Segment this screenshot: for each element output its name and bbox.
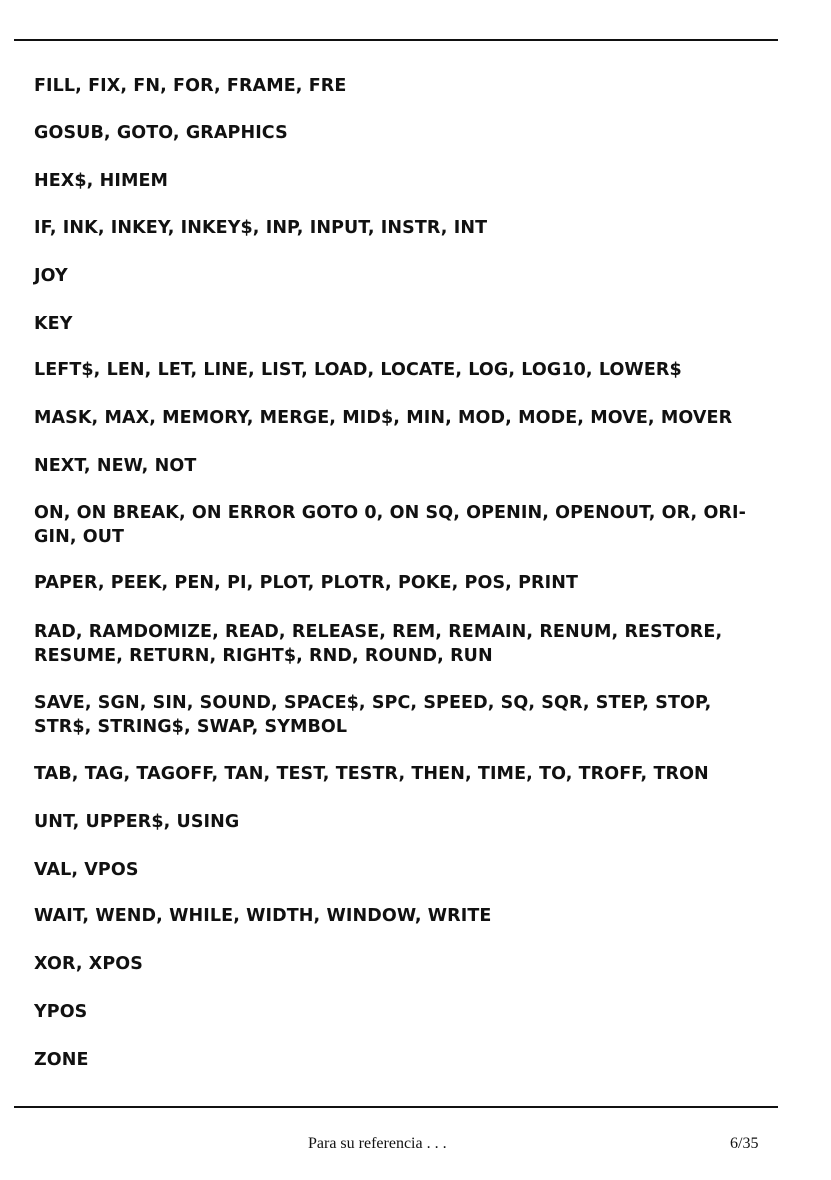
top-rule [14, 39, 778, 41]
keywords-s: SAVE, SGN, SIN, SOUND, SPACE$, SPC, SPEED, SQ, SQR, STEP, STOP, STR$, STRING$, SWAP, SYMBOL [34, 693, 712, 737]
keywords-n: NEXT, NEW, NOT [34, 456, 197, 476]
page-number: 6/35 [730, 1135, 759, 1152]
keywords-j: JOY [34, 266, 68, 286]
keywords-o: ON, ON BREAK, ON ERROR GOTO 0, ON SQ, OPENIN, OPENOUT, OR, ORI- GIN, OUT [34, 503, 746, 547]
bottom-rule [14, 1106, 778, 1108]
keywords-u: UNT, UPPER$, USING [34, 812, 240, 832]
footer-label: Para su referencia . . . [308, 1135, 447, 1152]
keywords-k: KEY [34, 314, 73, 334]
keywords-r: RAD, RAMDOMIZE, READ, RELEASE, REM, REMAIN, RENUM, RESTORE, RESUME, RETURN, RIGHT$, RND, ROUND, RUN [34, 622, 723, 666]
keywords-x: XOR, XPOS [34, 954, 143, 974]
keywords-h: HEX$, HIMEM [34, 171, 169, 191]
keywords-l: LEFT$, LEN, LET, LINE, LIST, LOAD, LOCATE, LOG, LOG10, LOWER$ [34, 360, 682, 380]
keywords-y: YPOS [34, 1002, 88, 1022]
keywords-v: VAL, VPOS [34, 860, 139, 880]
keywords-t: TAB, TAG, TAGOFF, TAN, TEST, TESTR, THEN, TIME, TO, TROFF, TRON [34, 764, 709, 784]
keywords-i: IF, INK, INKEY, INKEY$, INP, INPUT, INSTR, INT [34, 218, 488, 238]
keywords-w: WAIT, WEND, WHILE, WIDTH, WINDOW, WRITE [34, 906, 492, 926]
keywords-m: MASK, MAX, MEMORY, MERGE, MID$, MIN, MOD, MODE, MOVE, MOVER [34, 408, 733, 428]
keywords-g: GOSUB, GOTO, GRAPHICS [34, 123, 288, 143]
keywords-f: FILL, FIX, FN, FOR, FRAME, FRE [34, 76, 347, 96]
keywords-p: PAPER, PEEK, PEN, PI, PLOT, PLOTR, POKE, POS, PRINT [34, 573, 578, 593]
keywords-z: ZONE [34, 1050, 89, 1070]
